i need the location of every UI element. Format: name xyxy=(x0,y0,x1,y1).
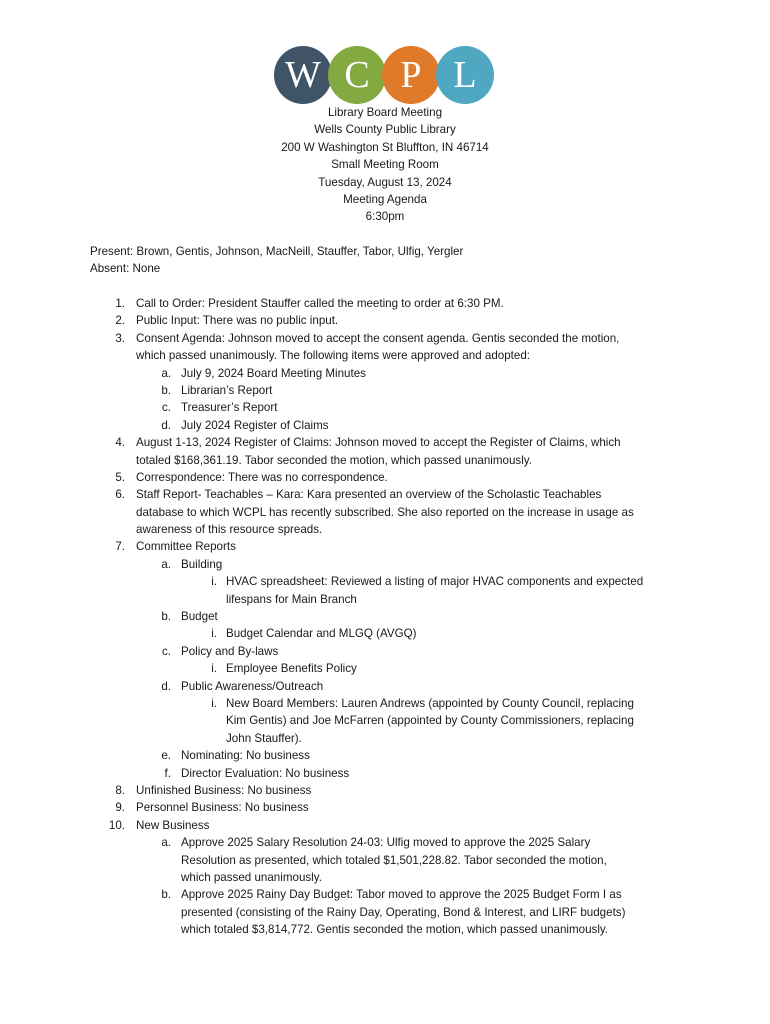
meeting-room: Small Meeting Room xyxy=(331,158,439,172)
agenda-line xyxy=(0,347,770,364)
library-address: 200 W Washington St Bluffton, IN 46714 xyxy=(281,140,489,154)
agenda-text: Treasurer’s Report xyxy=(181,401,278,415)
logo-letter-c: C xyxy=(328,46,386,104)
agenda-line xyxy=(0,730,770,747)
agenda-text: Public Awareness/Outreach xyxy=(181,679,324,693)
agenda-line xyxy=(0,904,770,921)
attendance xyxy=(90,243,463,278)
agenda-marker: f. xyxy=(164,766,171,780)
agenda-text: Kim Gentis) and Joe McFarren (appointed by County Commissioners, replacing xyxy=(226,714,634,728)
agenda-line xyxy=(0,434,770,451)
agenda-text: Budget Calendar and MLGQ (AVGQ) xyxy=(226,627,417,641)
agenda-text: Approve 2025 Rainy Day Budget: Tabor moved to approve the 2025 Budget Form I as xyxy=(181,888,622,902)
agenda-line xyxy=(0,538,770,555)
agenda-text: which passed unanimously. The following items were approved and adopted: xyxy=(136,349,530,363)
agenda-line xyxy=(0,747,770,764)
agenda-text: Call to Order: President Stauffer called the meeting to order at 6:30 PM. xyxy=(136,297,504,310)
agenda-marker: 8. xyxy=(115,783,125,797)
agenda-text: John Stauffer). xyxy=(226,731,302,745)
agenda-text: HVAC spreadsheet: Reviewed a listing of major HVAC components and expected xyxy=(226,575,644,589)
logo-letter-l: L xyxy=(436,46,494,104)
agenda-line xyxy=(0,712,770,729)
agenda-text: Staff Report- Teachables – Kara: Kara presented an overview of the Scholastic Teachables xyxy=(136,488,602,502)
document-type: Meeting Agenda xyxy=(343,192,427,206)
agenda-line xyxy=(0,625,770,642)
agenda-line xyxy=(0,643,770,660)
agenda-text: Building xyxy=(181,557,223,571)
agenda-line xyxy=(0,834,770,851)
agenda-text: August 1-13, 2024 Register of Claims: Johnson moved to accept the Register of Claims, which xyxy=(136,436,621,450)
agenda-marker: 4. xyxy=(115,436,125,450)
agenda-list xyxy=(0,295,770,938)
agenda-text: Correspondence: There was no correspondence. xyxy=(136,470,388,484)
agenda-text: Librarian’s Report xyxy=(181,383,273,397)
agenda-marker: 1. xyxy=(115,297,125,310)
agenda-line xyxy=(0,852,770,869)
agenda-marker: d. xyxy=(161,418,171,432)
agenda-text: July 2024 Register of Claims xyxy=(181,418,329,432)
meeting-date: Tuesday, August 13, 2024 xyxy=(318,175,452,189)
agenda-text: New Business xyxy=(136,818,210,832)
agenda-line xyxy=(0,521,770,538)
agenda-line xyxy=(0,452,770,469)
agenda-marker: d. xyxy=(161,679,171,693)
agenda-marker: 5. xyxy=(115,470,125,484)
agenda-marker: i. xyxy=(211,662,217,676)
agenda-line xyxy=(0,382,770,399)
agenda-marker: c. xyxy=(161,401,171,415)
meeting-title: Library Board Meeting xyxy=(327,106,443,119)
agenda-text: database to which WCPL has recently subscribed. She also reported on the increase in usage as xyxy=(136,505,634,519)
agenda-text: Nominating: No business xyxy=(181,749,310,763)
logo-letter-w: W xyxy=(274,46,332,104)
logo-letter-p: P xyxy=(382,46,440,104)
agenda-text: Approve 2025 Salary Resolution 24-03: Ulfig moved to approve the 2025 Salary xyxy=(181,836,591,850)
agenda-text: New Board Members: Lauren Andrews (appointed by County Council, replacing xyxy=(226,696,634,710)
agenda-marker: 10. xyxy=(108,818,125,832)
agenda-text: Budget xyxy=(181,610,218,624)
agenda-marker: 9. xyxy=(115,801,125,815)
meeting-time: 6:30pm xyxy=(365,210,405,224)
agenda-line xyxy=(0,399,770,416)
agenda-line xyxy=(0,312,770,329)
library-name: Wells County Public Library xyxy=(314,123,456,137)
agenda-text: Consent Agenda: Johnson moved to accept the consent agenda. Gentis seconded the motion, xyxy=(136,331,620,345)
agenda-marker: c. xyxy=(161,644,171,658)
agenda-marker: 2. xyxy=(115,314,125,328)
agenda-line xyxy=(0,678,770,695)
agenda-line xyxy=(0,660,770,677)
agenda-marker: i. xyxy=(211,627,217,641)
agenda-line xyxy=(0,765,770,782)
agenda-line xyxy=(0,782,770,799)
agenda-text: which passed unanimously. xyxy=(181,870,322,884)
agenda-marker: e. xyxy=(161,749,171,763)
agenda-text: Public Input: There was no public input. xyxy=(136,314,339,328)
agenda-line xyxy=(0,573,770,590)
agenda-text: Policy and By-laws xyxy=(181,644,279,658)
agenda-text: July 9, 2024 Board Meeting Minutes xyxy=(181,366,366,380)
agenda-marker: a. xyxy=(161,366,171,380)
agenda-line xyxy=(0,330,770,347)
wcpl-logo xyxy=(274,46,494,106)
agenda-text: which totaled $3,814,772. Gentis seconded the motion, which passed unanimously. xyxy=(181,923,609,937)
agenda-marker: 7. xyxy=(115,540,125,554)
agenda-line xyxy=(0,817,770,834)
agenda-line xyxy=(0,417,770,434)
agenda-text: Unfinished Business: No business xyxy=(136,783,312,797)
document-header xyxy=(0,104,770,226)
agenda-text: Director Evaluation: No business xyxy=(181,766,350,780)
agenda-line xyxy=(0,695,770,712)
agenda-text: awareness of this resource spreads. xyxy=(136,523,323,537)
agenda-marker: b. xyxy=(161,383,171,397)
agenda-text: Resolution as presented, which totaled $1,501,228.82. Tabor seconded the motion, xyxy=(181,853,607,867)
agenda-text: presented (consisting of the Rainy Day, Operating, Bond & Interest, and LIRF budgets) xyxy=(181,905,626,919)
agenda-marker: b. xyxy=(161,888,171,902)
agenda-line xyxy=(0,486,770,503)
agenda-text: lifespans for Main Branch xyxy=(226,592,357,606)
agenda-text: Committee Reports xyxy=(136,540,236,554)
present-line: Present: Brown, Gentis, Johnson, MacNeill, Stauffer, Tabor, Ulfig, Yergler xyxy=(90,245,464,258)
agenda-marker: 3. xyxy=(115,331,125,345)
agenda-marker: i. xyxy=(211,696,217,710)
agenda-line xyxy=(0,556,770,573)
agenda-line xyxy=(0,295,770,312)
agenda-line xyxy=(0,469,770,486)
agenda-marker: a. xyxy=(161,557,171,571)
agenda-marker: i. xyxy=(211,575,217,589)
agenda-line xyxy=(0,799,770,816)
agenda-line xyxy=(0,921,770,938)
agenda-line xyxy=(0,869,770,886)
agenda-line xyxy=(0,504,770,521)
agenda-text: Employee Benefits Policy xyxy=(226,662,357,676)
agenda-line xyxy=(0,608,770,625)
agenda-marker: 6. xyxy=(115,488,125,502)
agenda-text: totaled $168,361.19. Tabor seconded the motion, which passed unanimously. xyxy=(136,453,532,467)
absent-line: Absent: None xyxy=(90,262,161,276)
agenda-line xyxy=(0,886,770,903)
agenda-marker: a. xyxy=(161,836,171,850)
agenda-marker: b. xyxy=(161,610,171,624)
agenda-line xyxy=(0,591,770,608)
agenda-line xyxy=(0,365,770,382)
agenda-text: Personnel Business: No business xyxy=(136,801,309,815)
